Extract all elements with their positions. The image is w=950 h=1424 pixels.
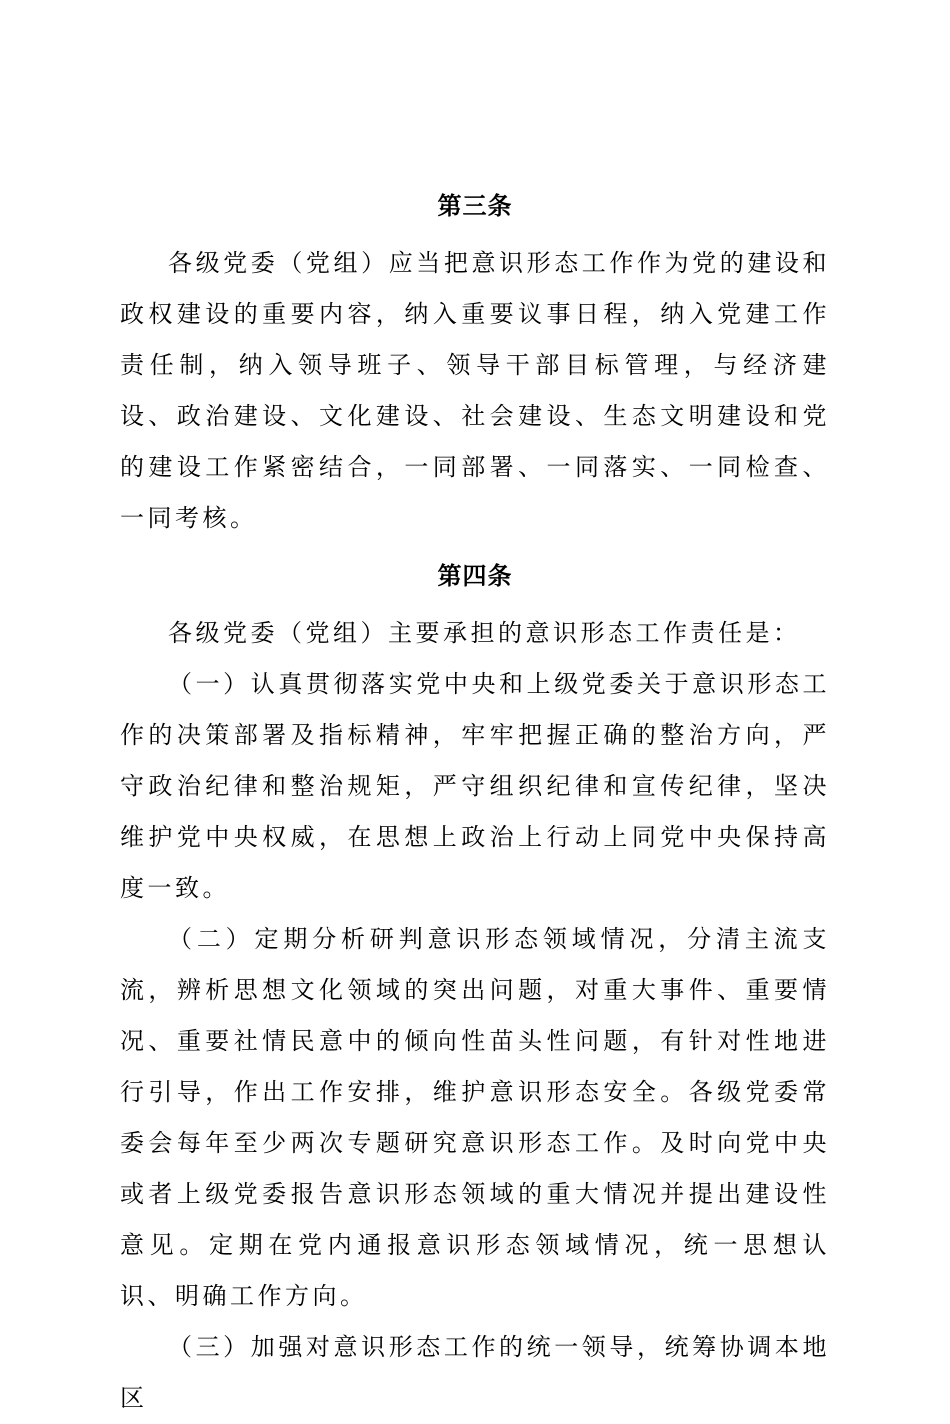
article-3-paragraph: 各级党委（党组）应当把意识形态工作作为党的建设和政权建设的重要内容，纳入重要议事日程，纳入党建工作责任制，纳入领导班子、领导干部目标管理，与经济建设、政治建设、文化建设、社会建设、生态文明建设和党的建设工作紧密结合，一同部署、一同落实、一同检查、一同考核。: [120, 249, 830, 532]
article-4-item-2: （二）定期分析研判意识形态领域情况，分清主流支流，辨析思想文化领域的突出问题，对重大事件、重要情况、重要社情民意中的倾向性苗头性问题，有针对性地进行引导，作出工作安排，维护意识形态安全。各级党委常委会每年至少两次专题研究意识形态工作。及时向党中央或者上级党委报告意识形态领域的重大情况并提出建设性意见。定期在党内通报意识形态领域情况，统一思想认识、明确工作方向。: [120, 925, 830, 1310]
article-3-heading: 第三条: [437, 191, 513, 220]
document-page: [120, 186, 830, 1424]
article-4-heading: 第四条: [437, 561, 513, 590]
article-4-intro: 各级党委（党组）主要承担的意识形态工作责任是：: [168, 619, 801, 647]
article-4-item-3: （三）加强对意识形态工作的统一领导，统筹协调本地区: [120, 1333, 830, 1412]
article-4-item-1: （一）认真贯彻落实党中央和上级党委关于意识形态工作的决策部署及指标精神，牢牢把握正确的整治方向，严守政治纪律和整治规矩，严守组织纪律和宣传纪律，坚决维护党中央权威，在思想上政治上行动上同党中央保持高度一致。: [120, 670, 830, 902]
